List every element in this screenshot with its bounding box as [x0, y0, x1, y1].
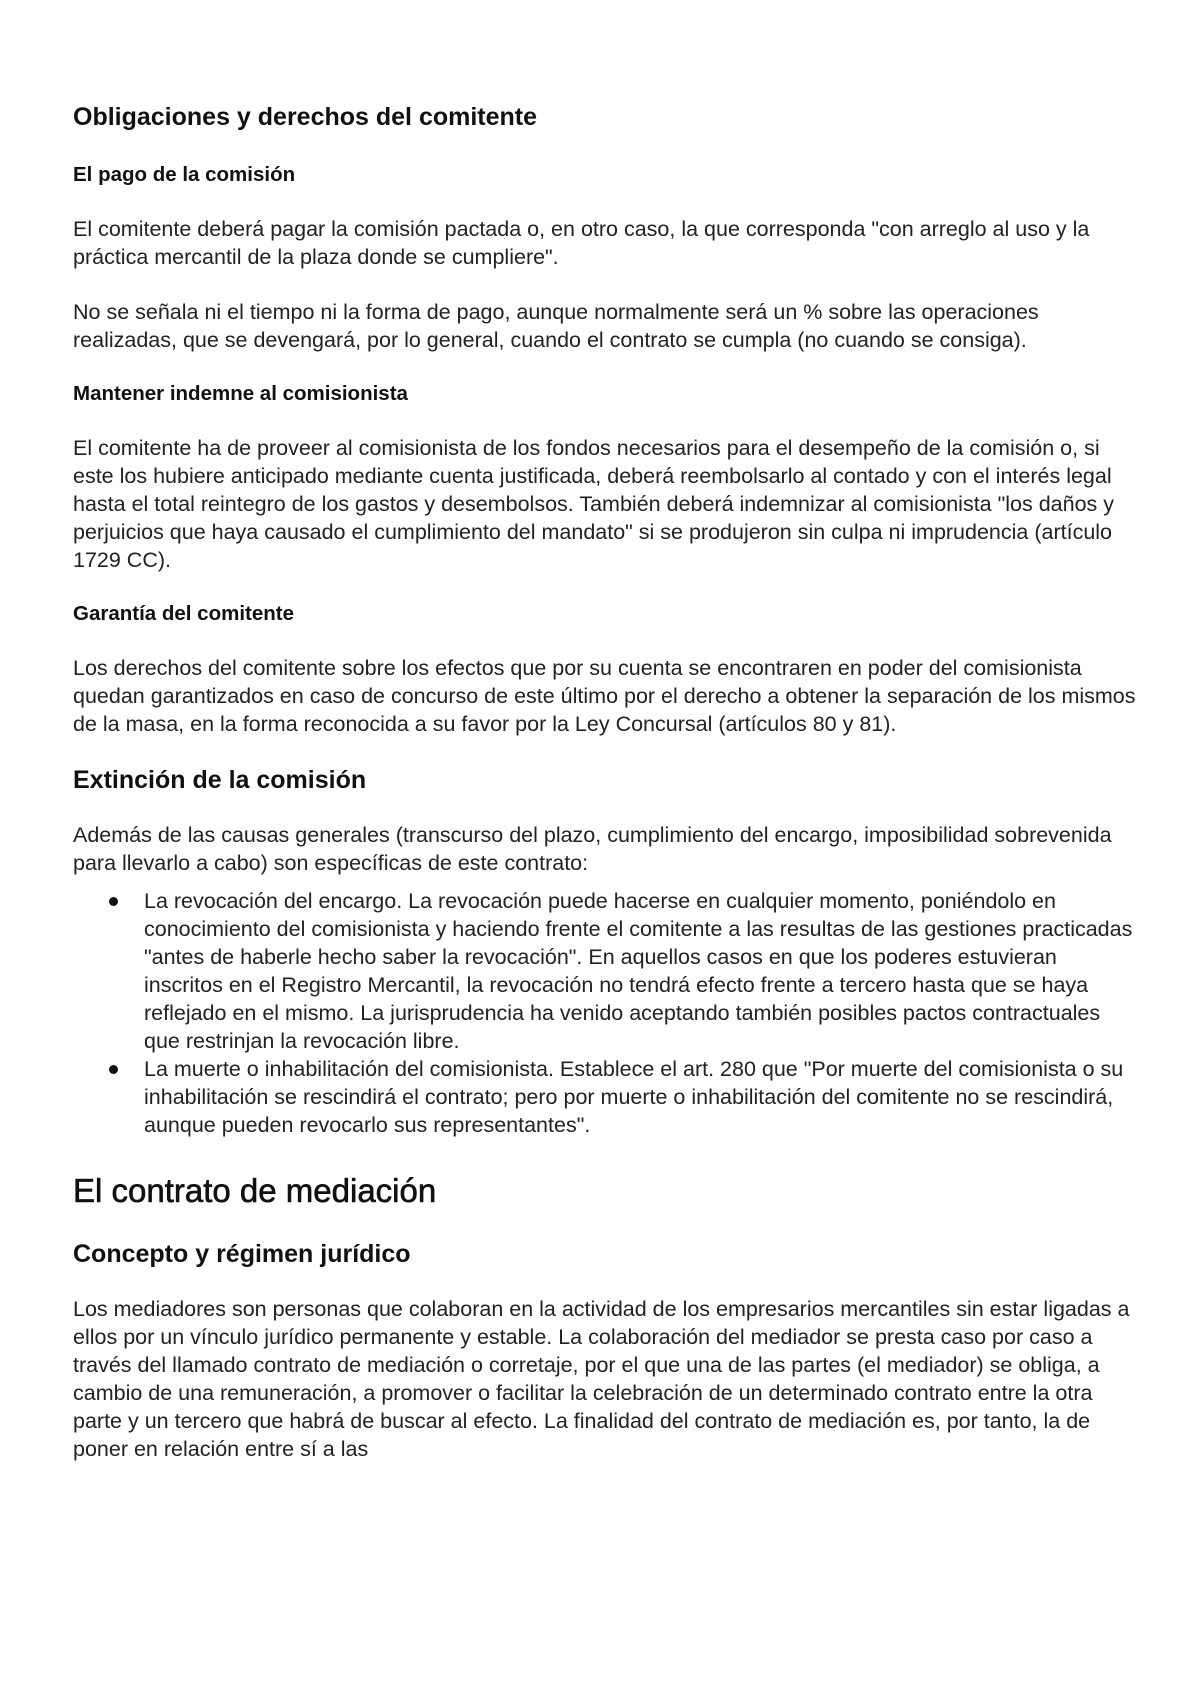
- section-heading-obligaciones: Obligaciones y derechos del comitente: [73, 103, 538, 131]
- list-item: La muerte o inhabilitación del comisionista. Establece el art. 280 que "Por muerte del comisionista o su inhabilitación se rescindirá el contrato; pero por muerte o inhabilitación del comitente no se rescindirá, aunque pueden revocarlo sus representantes".: [144, 1055, 1138, 1139]
- document-page: [73, 96, 1138, 1463]
- section-heading-extincion: Extinción de la comisión: [73, 766, 367, 794]
- subheading-indemne: Mantener indemne al comisionista: [73, 382, 408, 405]
- paragraph-extincion-1: Además de las causas generales (transcurso del plazo, cumplimiento del encargo, imposibilidad sobrevenida para llevarlo a cabo) son específicas de este contrato:: [73, 823, 1112, 875]
- paragraph-pago-2: No se señala ni el tiempo ni la forma de pago, aunque normalmente será un % sobre las operaciones realizadas, que se devengará, por lo general, cuando el contrato se cumpla (no cuando se consiga).: [73, 300, 1039, 352]
- section-heading-concepto: Concepto y régimen jurídico: [73, 1240, 411, 1268]
- paragraph-indemne-1: El comitente ha de proveer al comisionista de los fondos necesarios para el desempeño de la comisión o, si este los hubiere anticipado mediante cuenta justificada, deberá reembolsarlo al contado y con el interés legal hasta el total reintegro de los gastos y desembolsos. También deberá indemnizar al comisionista "los daños y perjuicios que haya causado el cumplimiento del mandato" si se produjeron sin culpa ni imprudencia (artículo 1729 CC).: [73, 436, 1114, 572]
- extincion-causes-list: [73, 887, 1138, 1139]
- paragraph-pago-1: El comitente deberá pagar la comisión pactada o, en otro caso, la que corresponda "con arreglo al uso y la práctica mercantil de la plaza donde se cumpliere".: [73, 217, 1090, 269]
- paragraph-concepto-1: Los mediadores son personas que colaboran en la actividad de los empresarios mercantiles sin estar ligadas a ellos por un vínculo jurídico permanente y estable. La colaboración del mediador se presta caso por caso a través del llamado contrato de mediación o corretaje, por el que una de las partes (el mediador) se obliga, a cambio de una remuneración, a promover o facilitar la celebración de un determinado contrato entre la otra parte y un tercero que habrá de buscar al efecto. La finalidad del contrato de mediación es, por tanto, la de poner en relación entre sí a las: [73, 1297, 1130, 1461]
- list-item: La revocación del encargo. La revocación puede hacerse en cualquier momento, poniéndolo en conocimiento del comisionista y haciendo frente el comitente a las resultas de las gestiones practicadas "antes de haberle hecho saber la revocación". En aquellos casos en que los poderes estuvieran inscritos en el Registro Mercantil, la revocación no tendrá efecto frente a tercero hasta que se haya reflejado en el mismo. La jurisprudencia ha venido aceptando también posibles pactos contractuales que restrinjan la revocación libre.: [144, 887, 1138, 1055]
- subheading-pago: El pago de la comisión: [73, 163, 296, 186]
- chapter-heading-mediacion: El contrato de mediación: [73, 1172, 437, 1209]
- paragraph-garantia-1: Los derechos del comitente sobre los efectos que por su cuenta se encontraren en poder del comisionista quedan garantizados en caso de concurso de este último por el derecho a obtener la separación de los mismos de la masa, en la forma reconocida a su favor por la Ley Concursal (artículos 80 y 81).: [73, 656, 1136, 736]
- subheading-garantia: Garantía del comitente: [73, 602, 295, 625]
